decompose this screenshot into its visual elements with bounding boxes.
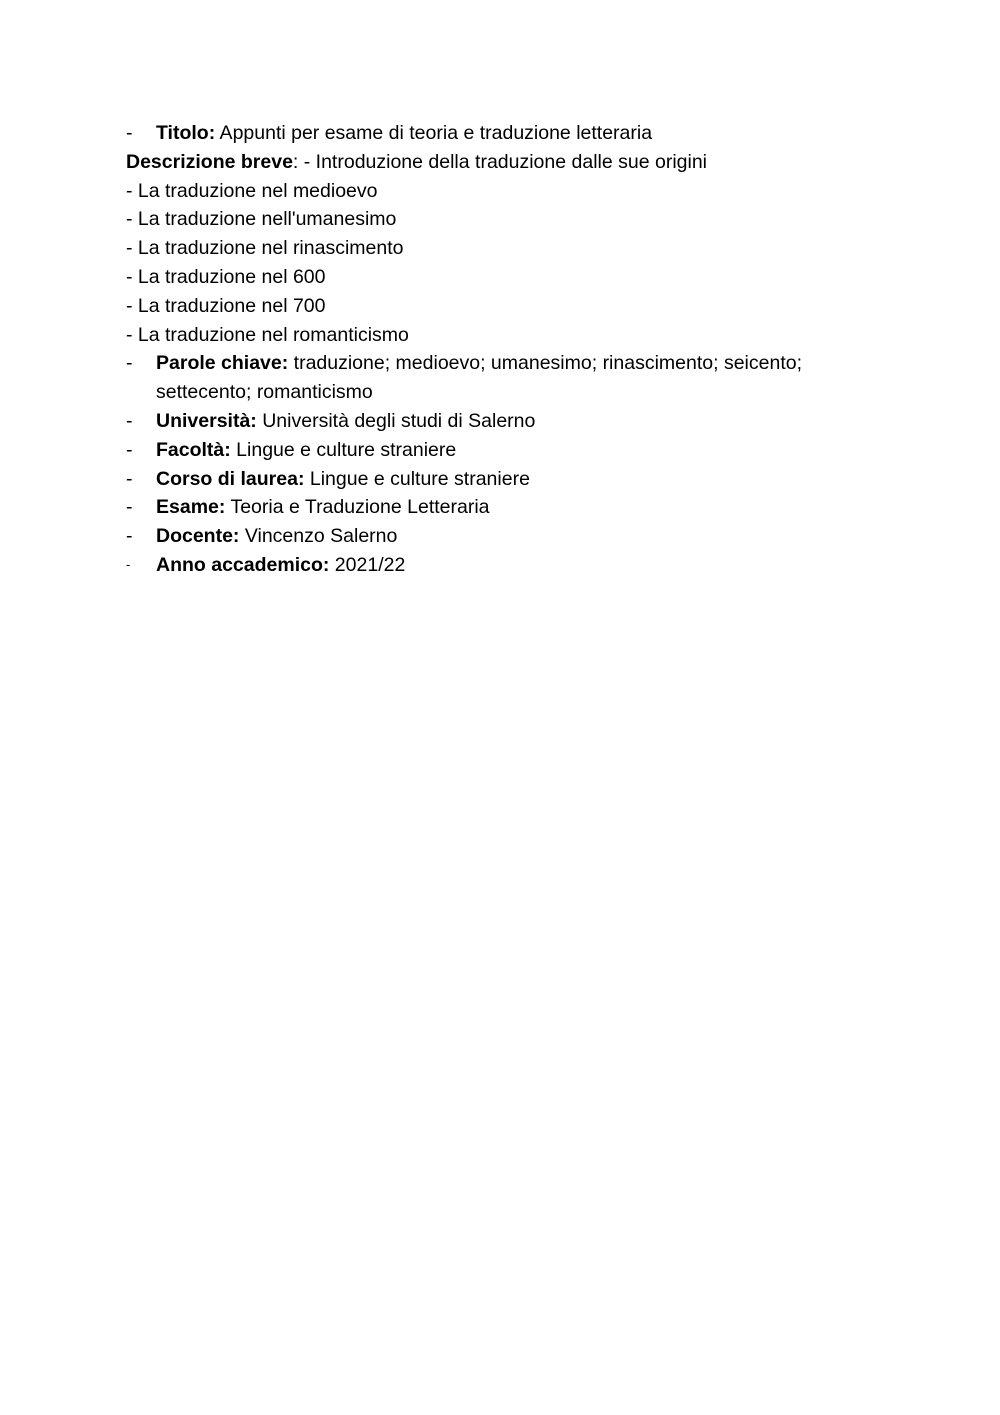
bullet-dash: - — [126, 409, 133, 432]
bullet-dash: - — [126, 556, 131, 572]
academic-year-value: 2021/22 — [329, 553, 406, 576]
degree-course-value: Lingue e culture straniere — [304, 467, 530, 490]
academic-year-item — [126, 551, 886, 580]
university-item — [126, 407, 886, 436]
degree-course-item — [126, 465, 886, 494]
bullet-dash: - — [126, 122, 133, 144]
faculty-value: Lingue e culture straniere — [230, 438, 457, 461]
description-value: : - Introduzione della traduzione dalle sue origini — [292, 150, 708, 173]
exam-label: Esame: — [156, 496, 226, 519]
description-line: - La traduzione nel medioevo — [126, 179, 378, 202]
bullet-dash: - — [126, 525, 133, 548]
bullet-dash: - — [126, 496, 133, 519]
title-item — [126, 119, 886, 148]
bullet-dash: - — [126, 467, 133, 490]
university-label: Università: — [156, 409, 257, 432]
description-line: - La traduzione nell'umanesimo — [126, 208, 397, 231]
academic-year-label: Anno accademico: — [156, 553, 330, 576]
description-item — [126, 148, 886, 177]
document-content — [126, 119, 886, 580]
exam-value: Teoria e Traduzione Letteraria — [225, 496, 490, 519]
keywords-value: traduzione; medioevo; umanesimo; rinascimento; seicento; settecento; romanticismo — [156, 352, 802, 404]
faculty-label: Facoltà: — [156, 438, 231, 461]
keywords-label: Parole chiave: — [156, 352, 289, 375]
faculty-item — [126, 436, 886, 465]
description-line: - La traduzione nel romanticismo — [126, 323, 409, 346]
description-line: - La traduzione nel 700 — [126, 294, 326, 317]
bullet-dash: - — [126, 352, 133, 375]
bullet-dash: - — [126, 438, 133, 461]
degree-course-label: Corso di laurea: — [156, 467, 305, 490]
keywords-item — [126, 349, 886, 407]
description-line: - La traduzione nel rinascimento — [126, 237, 404, 260]
teacher-item — [126, 522, 886, 551]
title-label: Titolo: — [156, 122, 216, 144]
teacher-label: Docente: — [156, 525, 240, 548]
teacher-value: Vincenzo Salerno — [239, 525, 398, 548]
exam-item — [126, 493, 886, 522]
description-label: Descrizione breve — [126, 150, 293, 173]
title-value: Appunti per esame di teoria e traduzione letteraria — [215, 122, 653, 144]
description-line: - La traduzione nel 600 — [126, 265, 326, 288]
university-value: Università degli studi di Salerno — [256, 409, 536, 432]
